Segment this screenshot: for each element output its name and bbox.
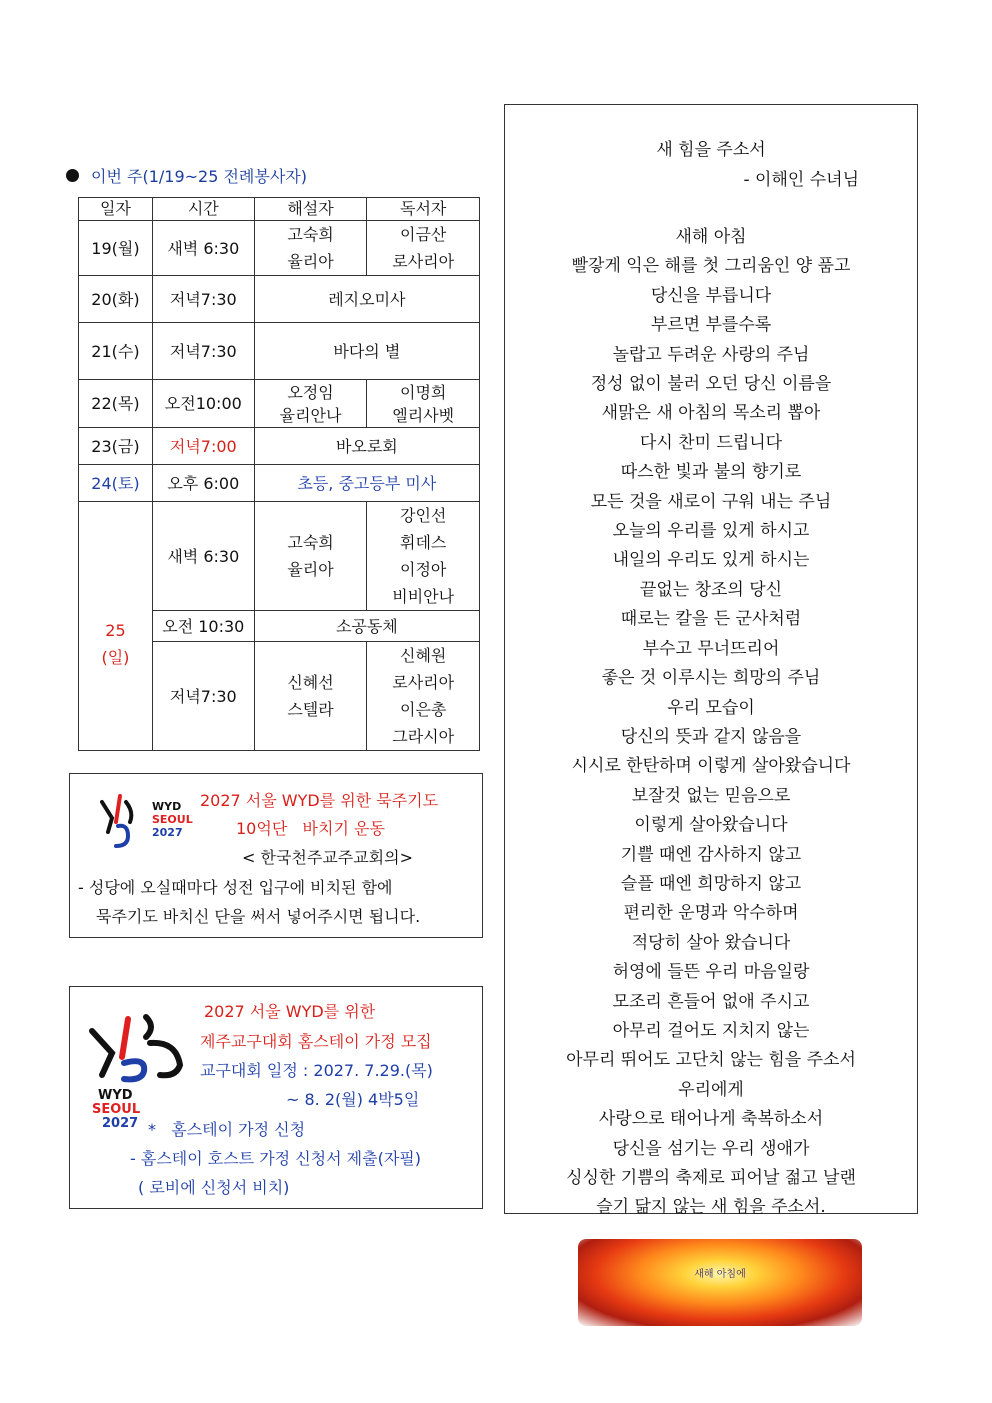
sunrise-image — [578, 1239, 862, 1326]
logo-text-seoul: SEOUL — [152, 813, 193, 826]
rosary-campaign-notice — [69, 773, 483, 938]
poem-line: 새맑은 새 아침의 목소리 뽑아 — [601, 403, 821, 424]
poem-box — [504, 104, 918, 1218]
header-time: 시간 — [152, 198, 254, 221]
rosary-instruction-1: - 성당에 오실때마다 성전 입구에 비치된 함에 — [78, 878, 393, 897]
poem-line: 아무리 뛰어도 고단치 않는 힘을 주소서 — [566, 1050, 856, 1071]
poem-line: 끝없는 창조의 당신 — [639, 579, 783, 600]
date-cell: 23(금) — [79, 428, 153, 465]
rosary-subtitle: 10억단 바치기 운동 — [236, 819, 385, 838]
commentator-name: 신혜선 — [287, 673, 334, 692]
poem-line: 오늘의 우리를 있게 하시고 — [612, 521, 810, 542]
reader-baptismal-name: 엘리사벳 — [392, 405, 455, 425]
poem-line: 보잘것 없는 믿음으로 — [631, 785, 791, 806]
date-cell: 19(월) — [79, 221, 153, 276]
table-row — [79, 502, 480, 611]
homestay-lobby-note: ( 로비에 신청서 비치) — [138, 1178, 290, 1197]
reader-baptismal-name: 비비안나 — [392, 587, 455, 606]
header-commentator: 해설자 — [254, 198, 367, 221]
time-cell: 오전10:00 — [152, 380, 254, 428]
merged-cell: 소공동체 — [254, 611, 479, 642]
reader-name: 이명희 — [399, 382, 447, 402]
merged-cell: 초등, 중고등부 미사 — [254, 465, 479, 502]
poem-line: 모든 것을 새로이 구워 내는 주님 — [590, 491, 832, 512]
poem-line: 내일의 우리도 있게 하시는 — [612, 550, 810, 571]
poem-title: 새 힘을 주소서 — [656, 140, 766, 160]
poem-line: 시시로 한탄하며 이렇게 살아왔습니다 — [571, 756, 851, 777]
poem-line: 새해 아침 — [675, 227, 747, 247]
date-cell: 21(수) — [79, 323, 153, 380]
homestay-schedule-2: ~ 8. 2(월) 4박5일 — [286, 1090, 420, 1109]
time-cell: 오후 6:00 — [152, 465, 254, 502]
poem-lines — [505, 223, 917, 1223]
poem-line: 정성 없이 불러 오던 당신 이름을 — [590, 374, 832, 395]
date-cell: 24(토) — [79, 465, 153, 502]
poem-line: 아무리 걸어도 지치지 않는 — [612, 1020, 810, 1041]
table-row — [79, 323, 480, 380]
reader-baptismal-name: 로사리아 — [392, 673, 455, 692]
poem-line: 부르면 부를수록 — [650, 315, 772, 336]
liturgy-schedule-table — [78, 197, 480, 751]
header-date: 일자 — [79, 198, 153, 221]
poem-line: 다시 찬미 드립니다 — [639, 432, 783, 453]
reader-baptismal-name: 로사리아 — [392, 252, 455, 271]
date-cell: 22(목) — [79, 380, 153, 428]
reader-name: 이은총 — [399, 700, 447, 719]
poem-line: 놀랍고 두려운 사랑의 주님 — [612, 344, 810, 365]
commentator-name: 오정임 — [287, 382, 334, 402]
homestay-recruitment-notice — [69, 986, 483, 1209]
poem-line: 당신을 부릅니다 — [650, 285, 772, 306]
rosary-title: 2027 서울 WYD를 위한 묵주기도 — [200, 791, 439, 810]
homestay-form-instruction: - 홈스테이 호스트 가정 신청서 제출(자필) — [130, 1149, 421, 1168]
logo-text-year: 2027 — [152, 826, 183, 839]
time-cell: 저녁7:00 — [152, 428, 254, 465]
date-cell: 20(화) — [79, 276, 153, 323]
reader-name: 신혜원 — [399, 646, 447, 665]
logo-text-wyd: WYD — [98, 1088, 133, 1103]
table-row — [79, 428, 480, 465]
poem-line: 이렇게 살아왔습니다 — [634, 815, 788, 836]
reader-name: 이정아 — [399, 560, 447, 579]
commentator-name: 고숙희 — [287, 533, 334, 552]
poem-line: 우리 모습이 — [667, 697, 755, 718]
commentator-cell — [254, 380, 367, 428]
date-day: 25 — [105, 621, 126, 640]
poem-line: 부수고 무너뜨리어 — [642, 638, 780, 659]
commentator-cell — [254, 502, 367, 611]
header-reader: 독서자 — [367, 198, 480, 221]
rosary-instruction-2: 묵주기도 바치신 단을 써서 넣어주시면 됩니다. — [96, 907, 421, 926]
poem-line: 허영에 들뜬 우리 마음일랑 — [612, 962, 810, 983]
table-row — [79, 465, 480, 502]
homestay-apply-label: * 홈스테이 가정 신청 — [148, 1120, 306, 1139]
merged-cell: 레지오미사 — [254, 276, 479, 323]
time-cell: 저녁7:30 — [152, 276, 254, 323]
logo-text-wyd: WYD — [152, 800, 182, 813]
reader-baptismal-name: 휘데스 — [399, 533, 447, 552]
wyd-logo-large-icon — [84, 1013, 194, 1133]
poem-line: 따스한 빛과 불의 향기로 — [620, 462, 802, 483]
poem-line: 당신의 뜻과 같지 않음을 — [620, 726, 802, 747]
table-row — [79, 380, 480, 428]
reader-cell — [367, 221, 480, 276]
logo-text-year: 2027 — [102, 1116, 139, 1131]
date-cell — [79, 502, 153, 751]
merged-cell: 바다의 별 — [254, 323, 479, 380]
commentator-baptismal-name: 율리안나 — [279, 405, 342, 425]
poem-line: 좋은 것 이루시는 희망의 주님 — [601, 668, 821, 689]
poem-line: 슬플 때엔 희망하지 않고 — [620, 873, 802, 894]
wyd-logo-icon — [98, 792, 208, 856]
poem-line: 사랑으로 태어나게 축복하소서 — [598, 1109, 824, 1130]
commentator-baptismal-name: 스텔라 — [287, 700, 334, 719]
date-weekday: (일) — [101, 648, 130, 667]
poem-line: 우리에게 — [678, 1079, 744, 1100]
poem-line: 모조리 흔들어 없애 주시고 — [612, 991, 810, 1012]
bullet-icon — [66, 169, 79, 182]
table-row — [79, 221, 480, 276]
homestay-title-2: 제주교구대회 홈스테이 가정 모집 — [200, 1032, 432, 1051]
time-cell: 새벽 6:30 — [152, 221, 254, 276]
poem-line: 때로는 칼을 든 군사처럼 — [620, 609, 802, 630]
reader-name: 이금산 — [399, 225, 447, 244]
reader-cell — [367, 502, 480, 611]
poem-line: 편리한 운명과 악수하며 — [623, 903, 799, 924]
poem-line: 기쁠 때엔 감사하지 않고 — [620, 844, 802, 865]
rosary-organization: < 한국천주교주교회의> — [242, 848, 414, 867]
poem-line: 슬기 닮지 않는 새 힘을 주소서. — [596, 1197, 826, 1218]
homestay-schedule-1: 교구대회 일정 : 2027. 7.29.(목) — [200, 1061, 433, 1080]
schedule-heading-text: 이번 주(1/19~25 전례봉사자) — [91, 167, 307, 186]
homestay-title-1: 2027 서울 WYD를 위한 — [204, 1002, 376, 1021]
time-cell: 저녁7:30 — [152, 323, 254, 380]
poem-line: 빨갛게 익은 해를 첫 그리움인 양 품고 — [571, 256, 851, 277]
schedule-heading — [66, 164, 307, 187]
commentator-cell — [254, 642, 367, 751]
reader-baptismal-name: 그라시아 — [392, 727, 455, 746]
reader-cell — [367, 380, 480, 428]
commentator-cell — [254, 221, 367, 276]
commentator-baptismal-name: 율리아 — [287, 560, 334, 579]
table-row — [79, 276, 480, 323]
logo-text-seoul: SEOUL — [92, 1102, 141, 1117]
commentator-baptismal-name: 율리아 — [287, 252, 334, 271]
time-cell: 저녁7:30 — [152, 642, 254, 751]
merged-cell: 바오로회 — [254, 428, 479, 465]
sunrise-caption: 새해 아침에 — [694, 1269, 746, 1280]
poem-author: - 이해인 수녀님 — [743, 170, 859, 190]
commentator-name: 고숙희 — [287, 225, 334, 244]
reader-name: 강인선 — [399, 506, 447, 525]
table-header-row — [79, 198, 480, 221]
time-cell: 오전 10:30 — [152, 611, 254, 642]
poem-line: 당신을 섬기는 우리 생애가 — [612, 1138, 810, 1159]
poem-line: 적당히 살아 왔습니다 — [631, 932, 791, 953]
reader-cell — [367, 642, 480, 751]
poem-line: 싱싱한 기쁨의 축제로 피어날 젊고 날랜 — [566, 1168, 856, 1188]
time-cell: 새벽 6:30 — [152, 502, 254, 611]
